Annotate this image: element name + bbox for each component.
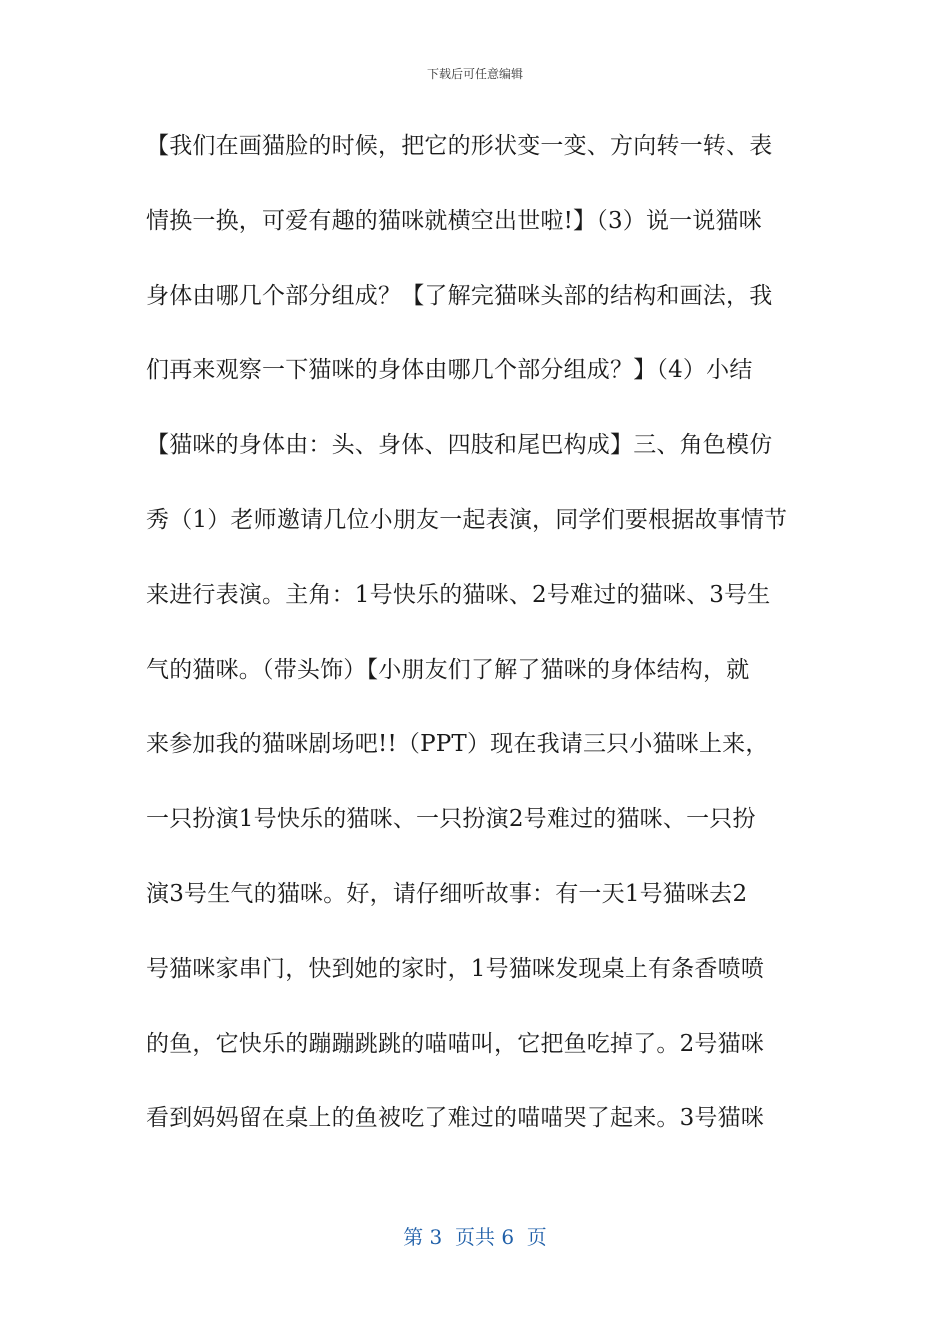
body-line: 的鱼，它快乐的蹦蹦跳跳的喵喵叫，它把鱼吃掉了。2号猫咪 — [146, 1030, 765, 1057]
body-line: 身体由哪几个部分组成？【了解完猫咪头部的结构和画法，我 — [146, 282, 773, 309]
body-line: 看到妈妈留在桌上的鱼被吃了难过的喵喵哭了起来。3号猫咪 — [146, 1105, 765, 1132]
body-line: 一只扮演1号快乐的猫咪、一只扮演2号难过的猫咪、一只扮 — [146, 806, 756, 833]
page-footer: 第 3 页共 6 页 — [403, 1225, 547, 1249]
body-line: 秀（1）老师邀请几位小朋友一起表演，同学们要根据故事情节 — [146, 506, 788, 533]
body-line: 来参加我的猫咪剧场吧!!（PPT）现在我请三只小猫咪上来， — [146, 731, 769, 758]
body-line: 们再来观察一下猫咪的身体由哪几个部分组成？】（4）小结 — [146, 357, 753, 384]
document-body — [146, 120, 806, 1167]
body-line: 气的猫咪。（带头饰）【小朋友们了解了猫咪的身体结构，就 — [146, 656, 750, 683]
body-line: 演3号生气的猫咪。好，请仔细听故事：有一天1号猫咪去2 — [146, 880, 748, 907]
body-line: 情换一换，可爱有趣的猫咪就横空出世啦!】（3）说一说猫咪 — [146, 207, 762, 234]
page-header: 下载后可任意编辑 — [426, 67, 523, 81]
body-line: 来进行表演。主角：1号快乐的猫咪、2号难过的猫咪、3号生 — [146, 581, 771, 608]
body-line: 【猫咪的身体由：头、身体、四肢和尾巴构成】三、角色模仿 — [146, 432, 773, 459]
body-line: 号猫咪家串门，快到她的家时，1号猫咪发现桌上有条香喷喷 — [146, 955, 765, 982]
body-line: 【我们在画猫脸的时候，把它的形状变一变、方向转一转、表 — [146, 133, 773, 159]
